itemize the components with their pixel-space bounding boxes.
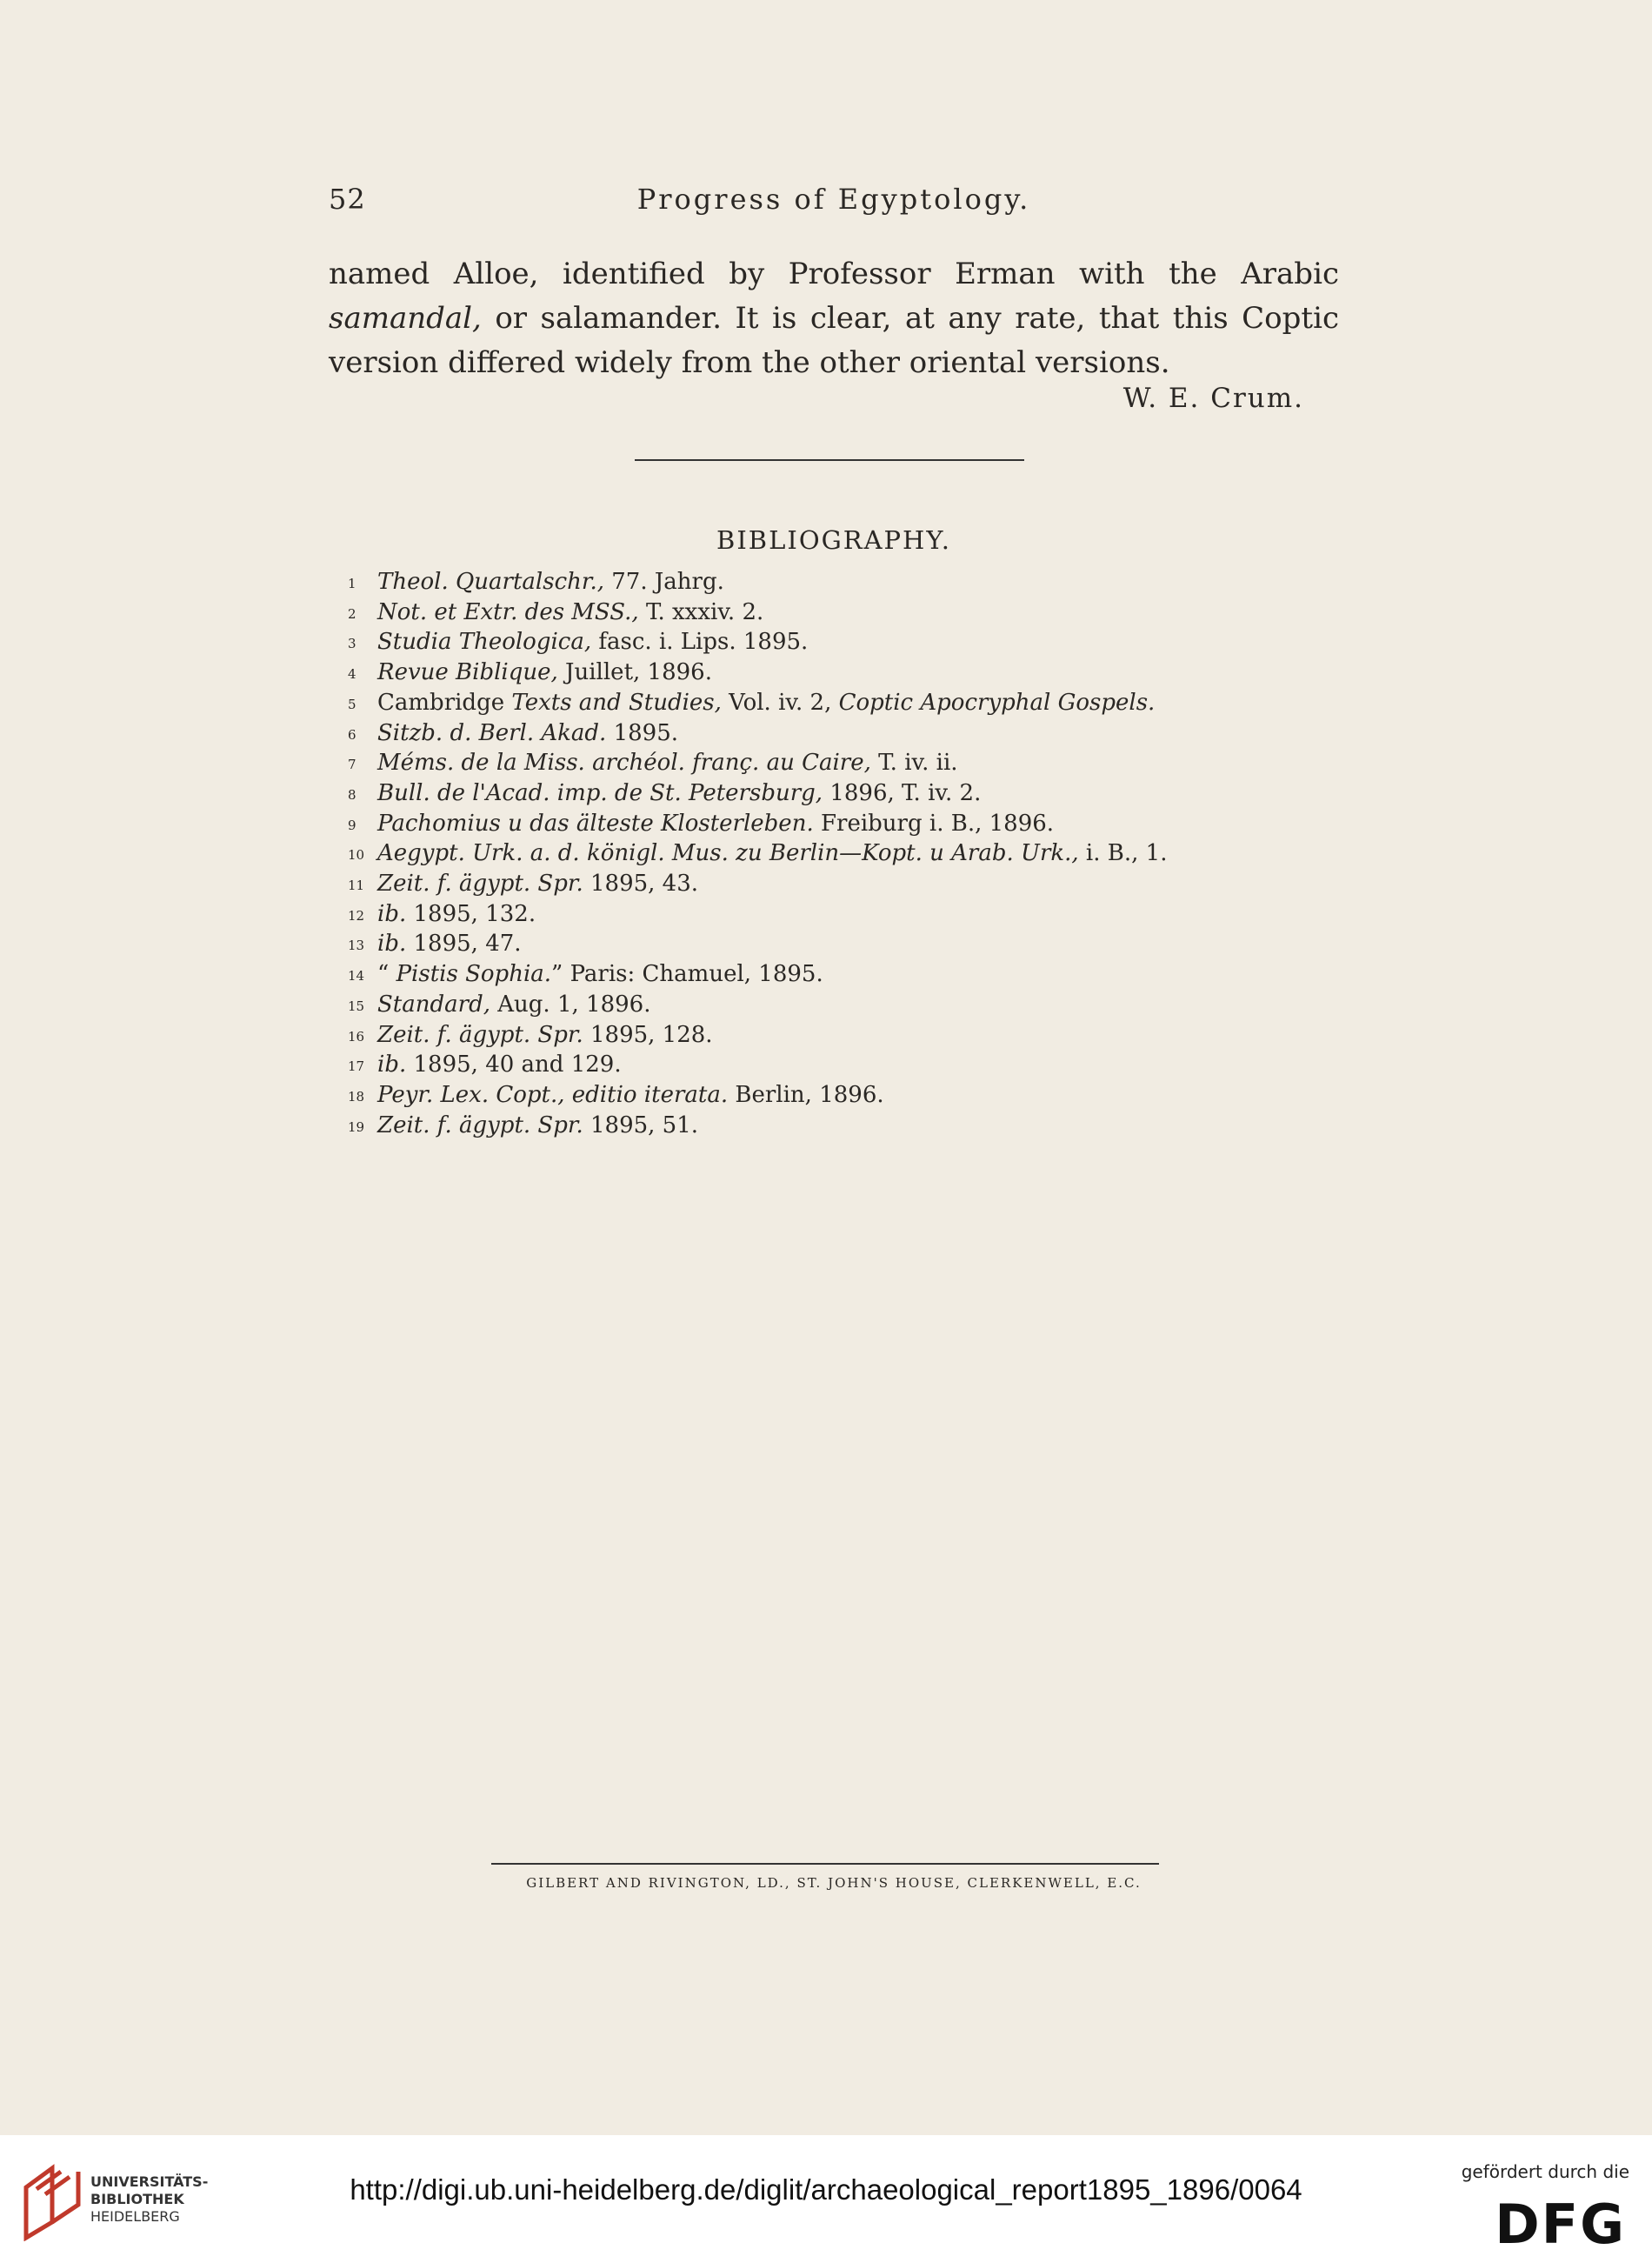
- entry-title: Zeit. f. ägypt. Spr.: [377, 1021, 583, 1048]
- entry-title: Peyr. Lex. Copt., editio iterata.: [377, 1081, 729, 1108]
- digitization-footer: [0, 2135, 1652, 2263]
- author-signature: W. E. Crum.: [1122, 383, 1304, 414]
- entry-details: Juillet, 1896.: [557, 659, 712, 686]
- entry-details: 1895, 47.: [406, 931, 522, 958]
- body-paragraph: [329, 252, 1339, 385]
- bibliography-entry: [348, 959, 1339, 990]
- entry-number: 3: [348, 636, 356, 652]
- bibliography-entry: [348, 1111, 1339, 1141]
- entry-title: Pistis Sophia.: [396, 961, 552, 988]
- entry-prefix: “: [377, 961, 396, 988]
- printer-divider: [491, 1863, 1159, 1865]
- entry-number: 7: [348, 757, 356, 773]
- entry-number: 12: [348, 907, 365, 924]
- bibliography-entry: [348, 597, 1339, 628]
- bibliography-entry: [348, 929, 1339, 959]
- entry-subtitle: Coptic Apocryphal Gospels.: [838, 689, 1156, 716]
- entry-number: 9: [348, 817, 356, 833]
- entry-number: 11: [348, 878, 365, 894]
- bibliography-entry: [348, 838, 1339, 869]
- entry-details: 77. Jahrg.: [603, 569, 724, 595]
- bibliography-entry: [348, 899, 1339, 930]
- dfg-logo: DFG: [1495, 2193, 1626, 2256]
- section-divider: [635, 459, 1024, 461]
- bibliography-list: [348, 567, 1339, 1140]
- entry-details: 1895, 40 and 129.: [406, 1051, 622, 1078]
- entry-title: Zeit. f. ägypt. Spr.: [377, 871, 583, 898]
- entry-title: Theol. Quartalschr.,: [377, 569, 604, 595]
- entry-number: 19: [348, 1118, 365, 1135]
- entry-title: Méms. de la Miss. archéol. franç. au Caire,: [377, 750, 871, 777]
- entry-details: 1896, T. iv. 2.: [823, 779, 982, 806]
- bibliography-entry: [348, 778, 1339, 809]
- entry-number: 16: [348, 1028, 365, 1045]
- entry-details: 1895.: [606, 719, 679, 746]
- entry-number: 2: [348, 605, 356, 622]
- entry-prefix: Cambridge: [377, 689, 512, 716]
- entry-title: Revue Biblique,: [377, 659, 558, 686]
- bibliography-entry: [348, 990, 1339, 1020]
- entry-details: 1895, 51.: [583, 1111, 699, 1138]
- entry-number: 6: [348, 726, 356, 743]
- bibliography-entry: [348, 1080, 1339, 1111]
- printer-imprint: GILBERT AND RIVINGTON, LD., ST. JOHN'S HOUSE, CLERKENWELL, E.C.: [526, 1875, 1142, 1891]
- bibliography-heading: BIBLIOGRAPHY.: [716, 525, 951, 555]
- bibliography-entry: [348, 1020, 1339, 1051]
- entry-number: 14: [348, 968, 365, 985]
- bibliography-entry: [348, 627, 1339, 658]
- bibliography-entry: [348, 809, 1339, 839]
- entry-title: ib.: [377, 1051, 407, 1078]
- entry-title: Texts and Studies,: [511, 689, 722, 716]
- entry-details: fasc. i. Lips. 1895.: [591, 629, 809, 656]
- entry-details: 1895, 132.: [406, 900, 536, 927]
- bibliography-entry: [348, 658, 1339, 688]
- body-text-part1: named Alloe, identified by Professor Erman with the Arabic: [329, 257, 1339, 291]
- bibliography-entry: [348, 1050, 1339, 1080]
- entry-details: Berlin, 1896.: [728, 1081, 884, 1108]
- entry-title: ib.: [377, 931, 407, 958]
- entry-details: T. iv. ii.: [870, 750, 958, 777]
- page-number: 52: [329, 183, 366, 216]
- entry-details: 1895, 128.: [583, 1021, 713, 1048]
- library-line-3: HEIDELBERG: [90, 2208, 180, 2225]
- body-text-part2: or salamander. It is clear, at any rate, that this Coptic version differed widely from the other oriental versions.: [329, 301, 1339, 380]
- entry-title: Zeit. f. ägypt. Spr.: [377, 1111, 583, 1138]
- entry-details: Freiburg i. B., 1896.: [813, 810, 1055, 837]
- entry-title: Sitzb. d. Berl. Akad.: [377, 719, 607, 746]
- library-line-1: UNIVERSITÄTS-: [90, 2173, 209, 2190]
- entry-details: 1895, 43.: [583, 871, 699, 898]
- entry-title: Standard,: [377, 991, 490, 1018]
- library-line-2: BIBLIOTHEK: [90, 2191, 184, 2207]
- entry-number: 17: [348, 1058, 365, 1075]
- entry-number: 13: [348, 938, 365, 954]
- entry-title: ib.: [377, 900, 407, 927]
- bibliography-entry: [348, 869, 1339, 899]
- entry-details: Aug. 1, 1896.: [490, 991, 651, 1018]
- entry-number: 15: [348, 998, 365, 1014]
- entry-number: 4: [348, 666, 356, 683]
- entry-title: Aegypt. Urk. a. d. königl. Mus. zu Berlin—Kopt. u Arab. Urk.,: [377, 840, 1079, 867]
- entry-title: Not. et Extr. des MSS.,: [377, 598, 639, 625]
- entry-number: 18: [348, 1088, 365, 1105]
- entry-details: Vol. iv. 2,: [721, 689, 839, 716]
- source-url-link[interactable]: http://digi.ub.uni-heidelberg.de/diglit/archaeological_report1895_1896/0064: [350, 2173, 1302, 2206]
- entry-title: Pachomius u das älteste Klosterleben.: [377, 810, 814, 837]
- bibliography-entry: [348, 567, 1339, 597]
- running-title: Progress of Egyptology.: [636, 183, 1031, 216]
- entry-number: 1: [348, 576, 356, 591]
- entry-details: i. B., 1.: [1078, 840, 1168, 867]
- bibliography-entry: [348, 718, 1339, 749]
- bibliography-entry: [348, 688, 1339, 718]
- entry-number: 10: [348, 847, 365, 864]
- bibliography-entry: [348, 748, 1339, 778]
- body-text-italic: samandal,: [329, 301, 482, 336]
- entry-title: Bull. de l'Acad. imp. de St. Petersburg,: [377, 779, 823, 806]
- entry-details: T. xxxiv. 2.: [638, 598, 764, 625]
- entry-details: ” Paris: Chamuel, 1895.: [551, 961, 823, 988]
- entry-title: Studia Theologica,: [377, 629, 592, 656]
- entry-number: 8: [348, 786, 356, 803]
- funded-by-label: gefördert durch die: [1461, 2161, 1629, 2182]
- entry-number: 5: [348, 696, 356, 712]
